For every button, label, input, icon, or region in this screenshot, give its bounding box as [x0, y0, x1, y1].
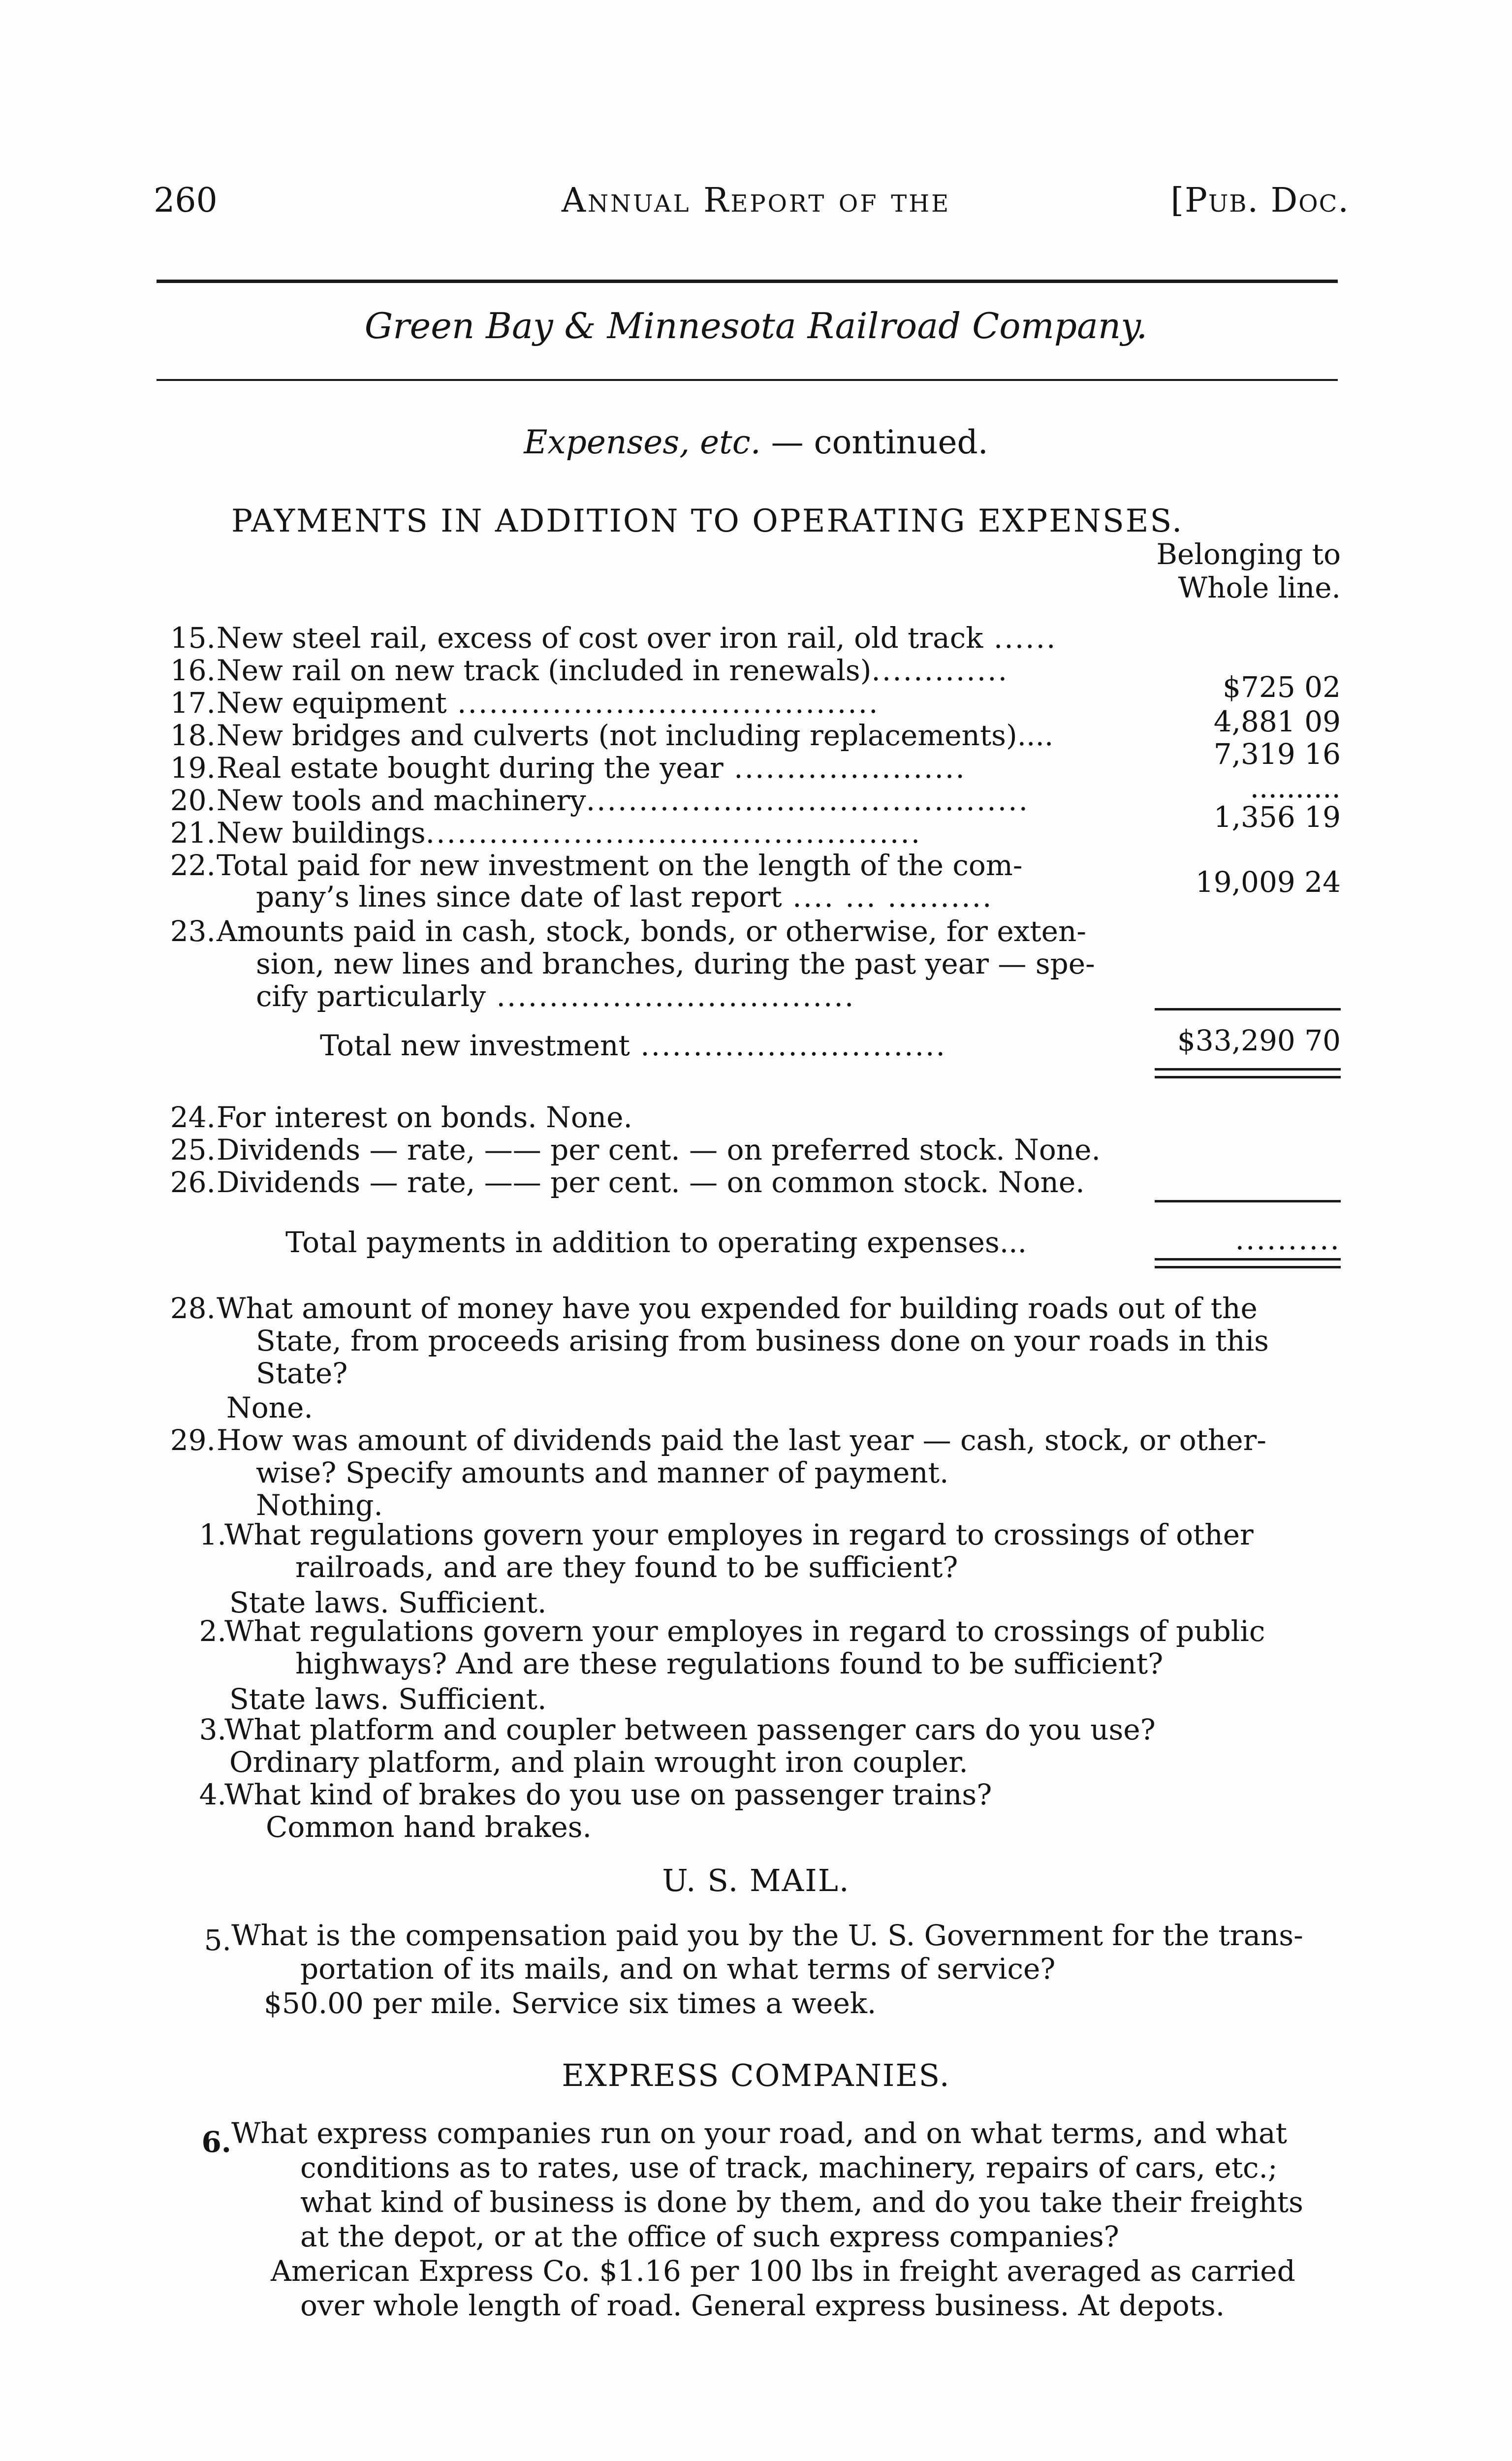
question-number: 3.	[199, 1713, 226, 1746]
subtotal-rule	[1155, 1008, 1341, 1010]
running-title: Annual Report of the	[561, 181, 951, 220]
question-text-cont: wise? Specify amounts and manner of payment.	[256, 1456, 949, 1489]
answer-text-cont: over whole length of road. General express business. At depots.	[300, 2289, 1225, 2322]
total-payments-label: Total payments in addition to operating expenses...	[285, 1226, 1027, 1259]
subtitle-rest: — continued.	[760, 423, 988, 461]
item-text-cont: pany’s lines since date of last report .... ... ..........	[256, 880, 993, 914]
question-number: 29.	[170, 1423, 216, 1457]
total-double-rule-top	[1155, 1068, 1341, 1071]
document-type: [Pub. Doc.	[1170, 181, 1350, 220]
item-number: 25.	[170, 1133, 216, 1167]
question-text: What kind of brakes do you use on passenger trains?	[224, 1778, 992, 1811]
answer-text: Ordinary platform, and plain wrought iron coupler.	[229, 1745, 968, 1779]
question-number: 2.	[199, 1614, 226, 1648]
item-amount: 7,319 16	[1213, 737, 1341, 771]
answer-text: $50.00 per mile. Service six times a week.	[264, 1987, 877, 2020]
answer-text: State laws. Sufficient.	[229, 1586, 547, 1619]
header-rule	[157, 280, 1338, 283]
item-number: 21.	[170, 816, 216, 850]
item-text: New steel rail, excess of cost over iron rail, old track ......	[217, 621, 1057, 655]
item-text: Dividends — rate, —— per cent. — on preferred stock. None.	[217, 1133, 1101, 1167]
question-number: 6.	[201, 2125, 231, 2159]
item-text: New rail on new track (included in renewals).............	[217, 654, 1009, 687]
item-text-cont: sion, new lines and branches, during the past year — spe-	[256, 947, 1095, 980]
question-text: How was amount of dividends paid the last year — cash, stock, or other-	[217, 1423, 1266, 1457]
question-text: What express companies run on your road, and on what terms, and what	[231, 2116, 1287, 2150]
question-text: What amount of money have you expended for building roads out of the	[217, 1292, 1258, 1325]
item-text: New bridges and culverts (not including replacements)....	[217, 719, 1054, 752]
item-text: Amounts paid in cash, stock, bonds, or otherwise, for exten-	[217, 915, 1086, 948]
answer-text: American Express Co. $1.16 per 100 lbs in freight averaged as carried	[271, 2254, 1295, 2288]
item-number: 26.	[170, 1166, 216, 1199]
item-text: For interest on bonds. None.	[217, 1101, 632, 1134]
payments-double-rule-bottom	[1155, 1266, 1341, 1268]
question-number: 4.	[199, 1778, 226, 1811]
item-text: Dividends — rate, —— per cent. — on common stock. None.	[217, 1166, 1085, 1199]
item-amount: $725 02	[1223, 670, 1341, 704]
item-text: Real estate bought during the year ......................	[217, 751, 966, 785]
question-text-cont: conditions as to rates, use of track, machinery, repairs of cars, etc.;	[300, 2151, 1278, 2184]
question-text-cont: highways? And are these regulations found to be sufficient?	[295, 1647, 1164, 1680]
item-amount: 4,881 09	[1213, 705, 1341, 738]
total-double-rule-bottom	[1155, 1076, 1341, 1078]
column-header	[1156, 537, 1341, 604]
express-heading: EXPRESS COMPANIES.	[562, 2057, 950, 2093]
subtitle-italic: Expenses, etc.	[524, 423, 761, 461]
question-text-cont: State, from proceeds arising from business done on your roads in this	[256, 1324, 1269, 1357]
total-new-investment-label: Total new investment .............................	[320, 1029, 946, 1062]
total-payments-amount: ..........	[1235, 1223, 1341, 1256]
company-name: Green Bay & Minnesota Railroad Company.	[364, 305, 1148, 347]
answer-text: Common hand brakes.	[266, 1810, 592, 1844]
mail-heading: U. S. MAIL.	[662, 1862, 850, 1898]
item-amount: ..........	[1250, 771, 1341, 804]
item-number: 20.	[170, 784, 216, 817]
item-number: 17.	[170, 686, 216, 720]
item-text-cont: cify particularly ..................................	[256, 979, 855, 1013]
question-text-cont: at the depot, or at the office of such express companies?	[300, 2220, 1119, 2253]
item-number: 19.	[170, 751, 216, 785]
question-text-cont: portation of its mails, and on what terms of service?	[300, 1952, 1056, 1986]
item-number: 23.	[170, 915, 216, 948]
answer-text: None.	[226, 1391, 313, 1424]
payments-heading: PAYMENTS IN ADDITION TO OPERATING EXPENSES.	[231, 503, 1184, 539]
question-text-cont: State?	[256, 1357, 348, 1390]
payments-double-rule-top	[1155, 1258, 1341, 1261]
payments-rule	[1155, 1200, 1341, 1202]
item-amount: 19,009 24	[1195, 865, 1341, 899]
item-number: 18.	[170, 719, 216, 752]
item-text: New buildings...............................................	[217, 816, 922, 850]
question-text: What regulations govern your employes in regard to crossings of other	[224, 1518, 1254, 1551]
item-number: 15.	[170, 621, 216, 655]
column-header-line1: Belonging to	[1156, 537, 1341, 571]
question-number: 5.	[204, 1924, 231, 1957]
question-text: What platform and coupler between passenger cars do you use?	[224, 1713, 1156, 1746]
company-rule	[157, 379, 1338, 381]
item-text: New equipment ........................................	[217, 686, 880, 720]
column-header-line2: Whole line.	[1178, 571, 1341, 604]
question-text: What regulations govern your employes in regard to crossings of public	[224, 1614, 1265, 1648]
item-number: 22.	[170, 849, 216, 882]
question-text: What is the compensation paid you by the U. S. Government for the trans-	[231, 1919, 1303, 1952]
answer-text: Nothing.	[256, 1488, 383, 1522]
item-text: Total paid for new investment on the length of the com-	[217, 849, 1023, 882]
question-text-cont: what kind of business is done by them, and do you take their freights	[300, 2185, 1303, 2219]
question-text-cont: railroads, and are they found to be sufficient?	[295, 1550, 958, 1584]
question-number: 28.	[170, 1292, 216, 1325]
item-amount: 1,356 19	[1213, 800, 1341, 834]
question-number: 1.	[199, 1518, 226, 1551]
answer-text: State laws. Sufficient.	[229, 1682, 547, 1716]
item-text: New tools and machinery..........................................	[217, 784, 1030, 817]
total-new-investment-amount: $33,290 70	[1177, 1024, 1341, 1057]
section-subtitle	[0, 423, 1512, 461]
item-number: 24.	[170, 1101, 216, 1134]
page-number: 260	[154, 181, 218, 220]
item-number: 16.	[170, 654, 216, 687]
